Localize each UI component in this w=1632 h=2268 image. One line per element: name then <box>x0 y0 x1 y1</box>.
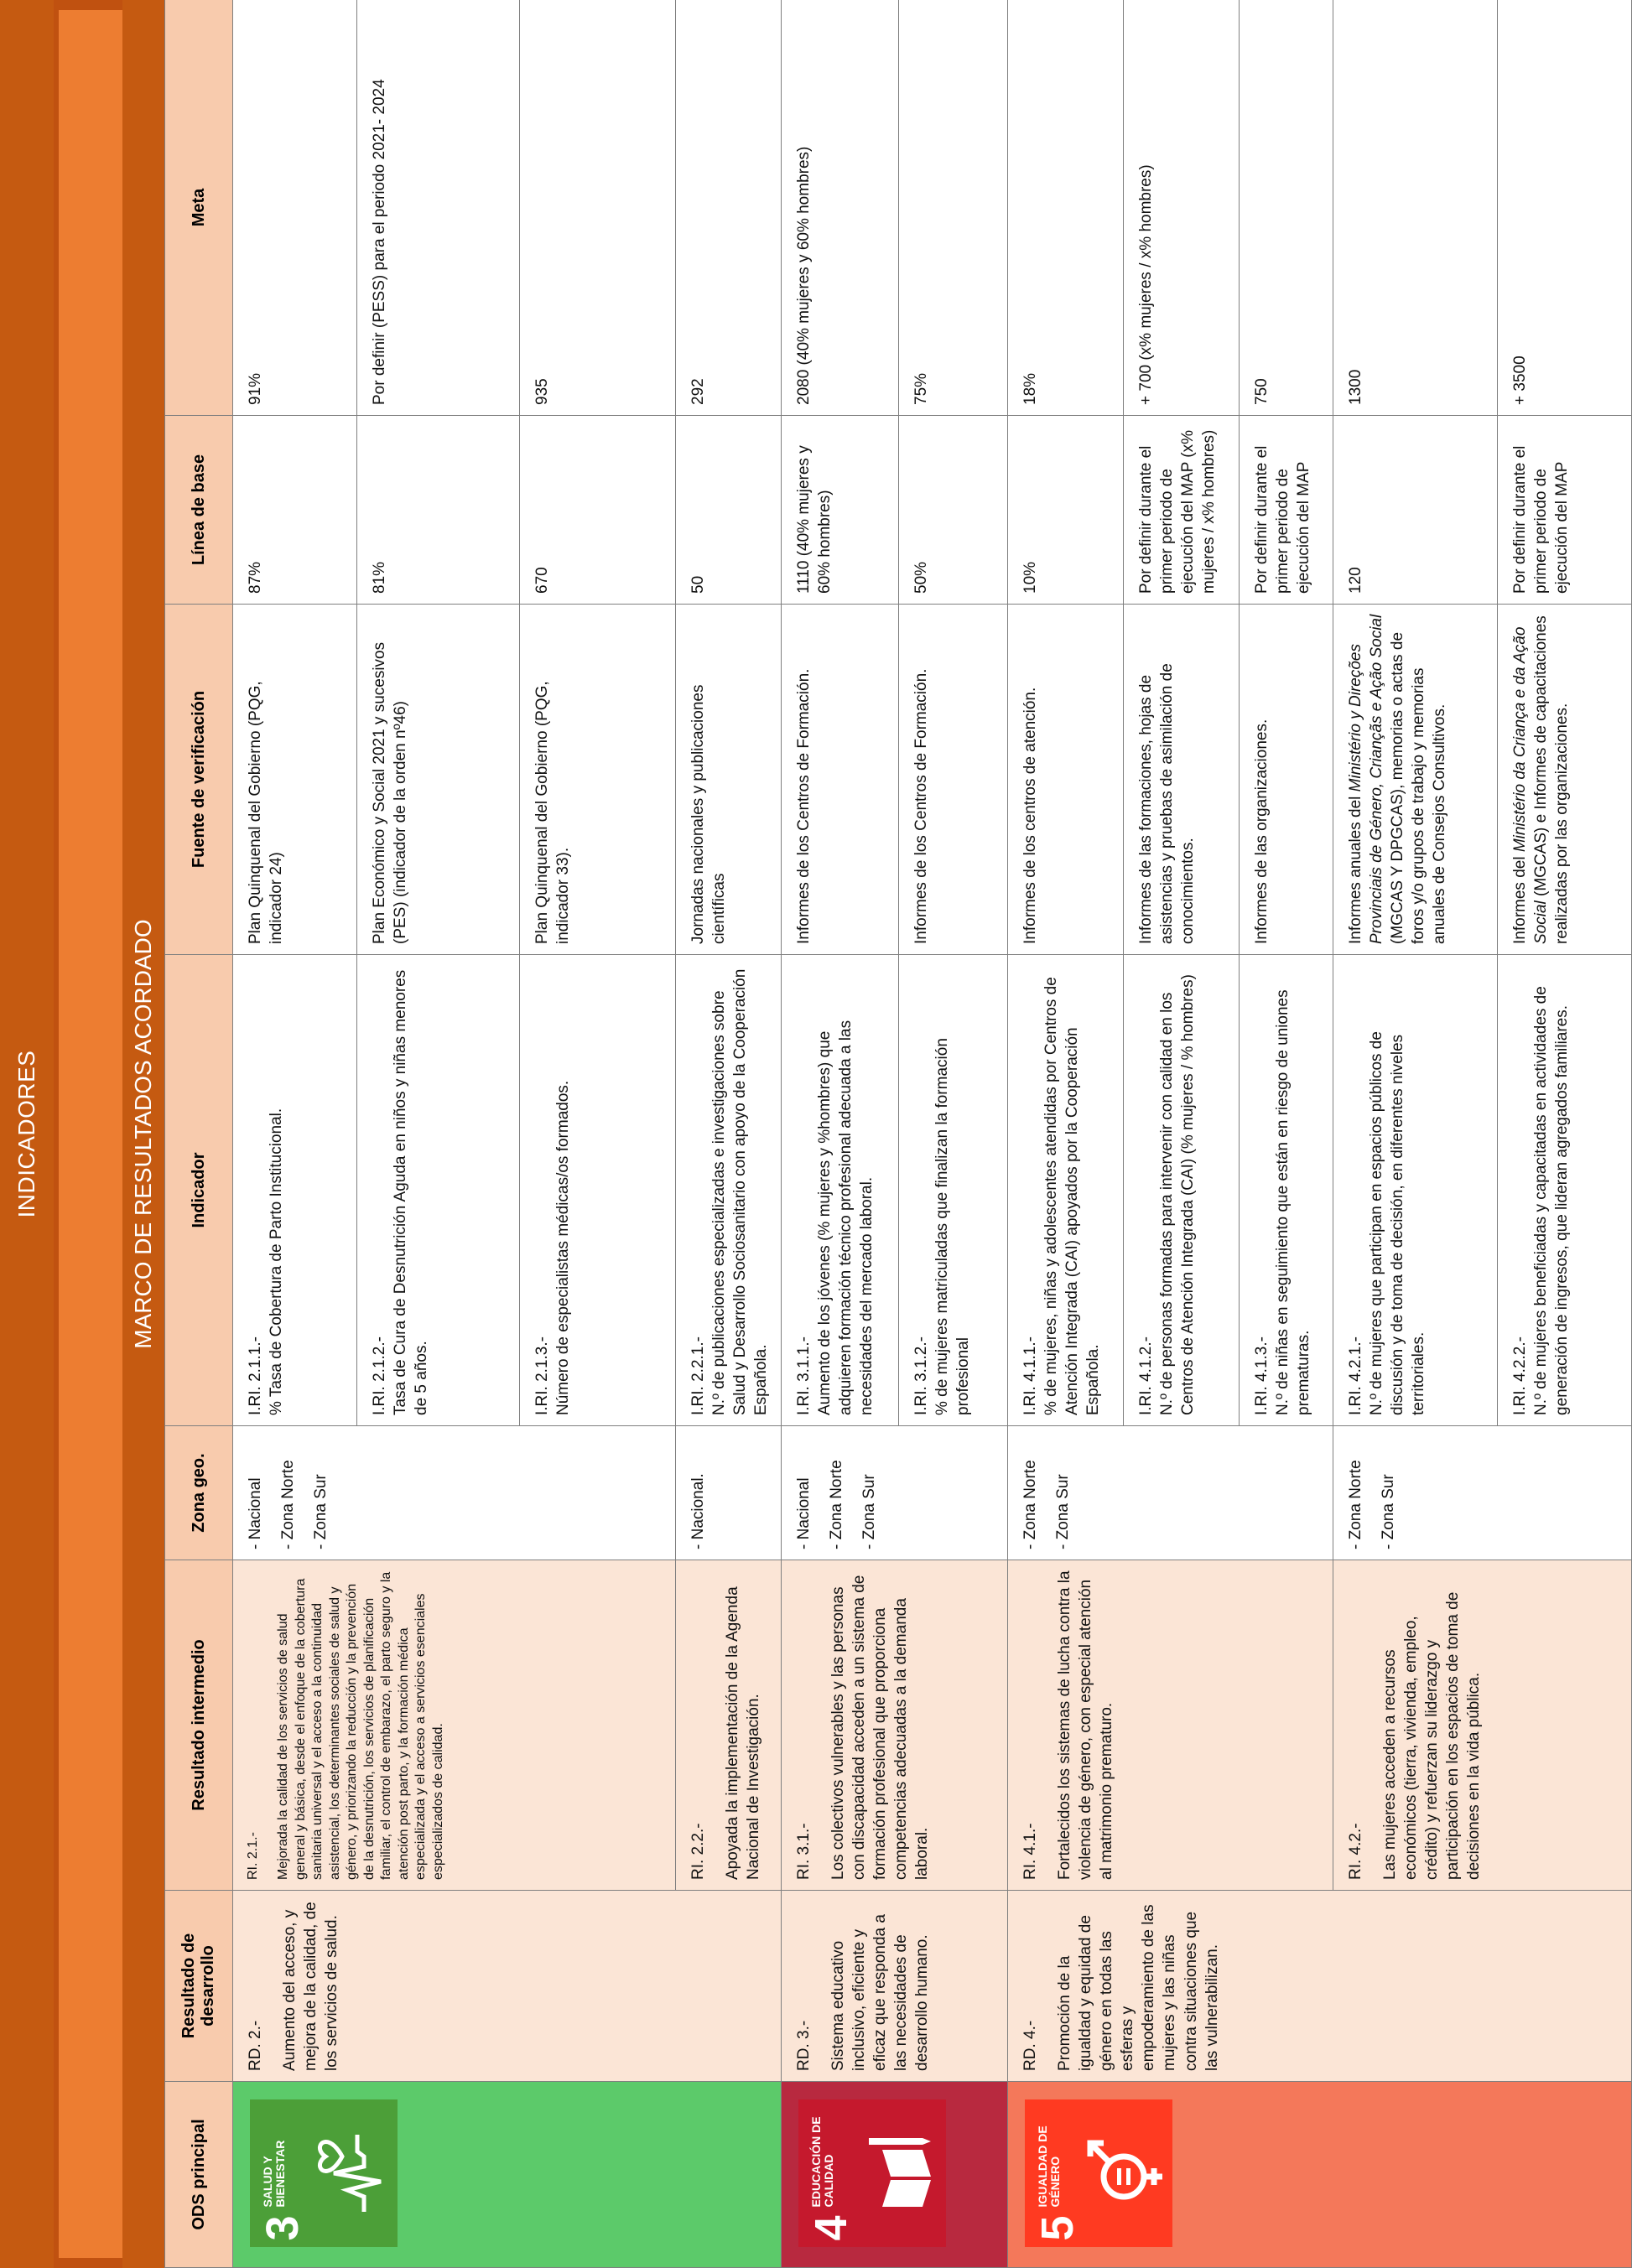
zona-2-1-cell: - Nacional - Zona Norte - Zona Sur <box>233 1426 676 1560</box>
base-cell: 81% <box>357 416 520 605</box>
meta-cell: Por definir (PESS) para el periodo 2021- 2024 <box>357 0 520 416</box>
base-cell: 670 <box>520 416 676 605</box>
zona-4-2-cell: - Zona Norte - Zona Sur <box>1333 1426 1632 1560</box>
fuente-cell: Plan Económico y Social 2021 y sucesivos (PES) (indicador de la orden nº46) <box>357 605 520 955</box>
meta-cell: 1300 <box>1333 0 1498 416</box>
orange-band <box>54 0 122 2268</box>
col-ri: Resultado intermedio <box>165 1560 233 1891</box>
base-cell: 10% <box>1008 416 1124 605</box>
fuente-cell: Plan Quinquenal del Gobierno (PQG, indicador 24) <box>233 605 357 955</box>
rd-2-cell: RD. 2.- Aumento del acceso, y mejora de la calidad, de los servicios de salud. <box>233 1891 782 2082</box>
indicador-cell: I.RI. 4.1.2.- N.º de personas formadas para intervenir con calidad en los Centros de Atención Integrada (CAI) (% mujeres / % hombres) <box>1124 955 1240 1426</box>
indicador-cell: I.RI. 4.2.2.- N.º de mujeres beneficiadas y capacitadas en actividades de generación de ingresos, que lideran agregados familiares. <box>1498 955 1632 1426</box>
base-cell: 50 <box>676 416 782 605</box>
gender-equality-icon <box>1084 2132 1164 2216</box>
col-zona: Zona geo. <box>165 1426 233 1560</box>
indicador-cell: I.RI. 2.1.3.- Número de especialistas médicas/os formados. <box>520 955 676 1426</box>
base-cell: Por definir durante el primer periodo de ejecución del MAP <box>1498 416 1632 605</box>
indicador-cell: I.RI. 4.1.1.- % de mujeres, niñas y adolescentes atendidas por Centros de Atención Integrada (CAI) apoyados por la Cooperación Española. <box>1008 955 1124 1426</box>
ods-3-cell <box>233 2082 782 2268</box>
ods-5-cell <box>1008 2082 1632 2268</box>
indicador-cell: I.RI. 3.1.2.- % de mujeres matriculadas que finalizan la formación profesional <box>899 955 1008 1426</box>
indicador-cell: I.RI. 3.1.1.- Aumento de los jóvenes (% mujeres y %hombres) que adquieren formación técnico profesional adecuada a las necesidades del mercado laboral. <box>782 955 899 1426</box>
zona-3-1-cell: - Nacional - Zona Norte - Zona Sur <box>782 1426 1008 1560</box>
zona-2-2-cell: - Nacional. <box>676 1426 782 1560</box>
base-cell: 1110 (40% mujeres y 60% hombres) <box>782 416 899 605</box>
table-row <box>233 0 357 2268</box>
meta-cell: + 3500 <box>1498 0 1632 416</box>
fuente-cell: Informes de los centros de atención. <box>1008 605 1124 955</box>
indicador-cell: I.RI. 2.1.1.- % Tasa de Cobertura de Parto Institucional. <box>233 955 357 1426</box>
results-table <box>164 0 1632 2268</box>
indicador-cell: I.RI. 4.1.3.- N.º de niñas en seguimiento que están en riesgo de uniones prematuras. <box>1240 955 1333 1426</box>
col-fuente: Fuente de verificación <box>165 605 233 955</box>
ri-2-1-cell: RI. 2.1.- Mejorada la calidad de los servicios de salud general y básica, desde el enfoque de la cobertura sanitaria universal y el acceso a la continuidad asistencial, los determinantes sociales de salud y género, y priorizando la reducción y la prevención de la desnutrición, los servicios de planificación familiar, el control de embarazo, el parto seguro y la atención post parto, y la formación médica especializada y el acceso a servicios esenciales especializados de calidad. <box>233 1560 676 1891</box>
ods-4-badge: 4 EDUCACIÓN DE CALIDAD <box>798 2100 946 2248</box>
fuente-cell: Informes de los Centros de Formación. <box>782 605 899 955</box>
book-pencil-icon <box>857 2132 938 2216</box>
base-cell: Por definir durante el primer periodo de ejecución del MAP <box>1240 416 1333 605</box>
ods-3-badge: 3 SALUD Y BIENESTAR <box>250 2100 398 2248</box>
ri-4-1-cell: RI. 4.1.- Fortalecidos los sistemas de lucha contra la violencia de género, con especial atención al matrimonio prematuro. <box>1008 1560 1333 1891</box>
ods-5-badge: 5 IGUALDAD DE GÉNERO <box>1025 2100 1172 2248</box>
rd-3-cell: RD. 3.- Sistema educativo inclusivo, eficiente y eficaz que responda a las necesidades de desarrollo humano. <box>782 1891 1008 2082</box>
meta-cell: 292 <box>676 0 782 416</box>
base-cell: Por definir durante el primer periodo de ejecución del MAP (x% mujeres / x% hombres) <box>1124 416 1240 605</box>
col-base: Línea de base <box>165 416 233 605</box>
table-row <box>782 0 899 2268</box>
fuente-cell: Jornadas nacionales y publicaciones científicas <box>676 605 782 955</box>
zona-4-1-cell: - Zona Norte - Zona Sur <box>1008 1426 1333 1560</box>
indicadores-header: INDICADORES <box>0 0 54 2268</box>
fuente-cell: Informes de las formaciones, hojas de asistencias y pruebas de asimilación de conocimientos. <box>1124 605 1240 955</box>
base-cell: 50% <box>899 416 1008 605</box>
indicador-cell: I.RI. 4.2.1.- N.º de mujeres que participan en espacios públicos de discusión y de toma de decisión, en diferentes niveles territoriales. <box>1333 955 1498 1426</box>
meta-cell: 2080 (40% mujeres y 60% hombres) <box>782 0 899 416</box>
base-cell: 87% <box>233 416 357 605</box>
meta-cell: 750 <box>1240 0 1333 416</box>
ri-3-1-cell: RI. 3.1.- Los colectivos vulnerables y las personas con discapacidad acceden a un sistema de formación profesional que proporciona competencias adecuadas a la demanda laboral. <box>782 1560 1008 1891</box>
rd-4-cell: RD. 4.- Promoción de la igualdad y equidad de género en todas las esferas y empoderamiento de las mujeres y las niñas contra situaciones que las vulnerabilizan. <box>1008 1891 1632 2082</box>
marco-title: MARCO DE RESULTADOS ACORDADO <box>130 919 156 1349</box>
meta-cell: 18% <box>1008 0 1124 416</box>
fuente-cell: Plan Quinquenal del Gobierno (PQG, indicador 33). <box>520 605 676 955</box>
ri-4-2-cell: RI. 4.2.- Las mujeres acceden a recursos económicos (tierra, vivienda, empleo, crédito) y refuerzan su liderazgo y participación en los espacios de toma de decisiones en la vida pública. <box>1333 1560 1632 1891</box>
indicador-cell: I.RI. 2.1.2.- Tasa de Cura de Desnutrición Aguda en niños y niñas menores de 5 años. <box>357 955 520 1426</box>
fuente-cell: Informes de los Centros de Formación. <box>899 605 1008 955</box>
table-row <box>1008 0 1124 2268</box>
marco-header <box>122 0 164 2268</box>
meta-cell: 75% <box>899 0 1008 416</box>
ri-2-2-cell: RI. 2.2.- Apoyada la implementación de la Agenda Nacional de Investigación. <box>676 1560 782 1891</box>
fuente-cell: Informes del Ministério da Criança e da Ação Social (MGCAS) e Informes de capacitaciones realizadas por las organizaciones. <box>1498 605 1632 955</box>
col-rd: Resultado de desarrollo <box>165 1891 233 2082</box>
table-header-row <box>165 0 233 2268</box>
fuente-cell: Informes de las organizaciones. <box>1240 605 1333 955</box>
indicador-cell: I.RI. 2.2.1.- N.º de publicaciones especializadas e investigaciones sobre Salud y Desarrollo Sociosanitario con apoyo de la Cooperación Española. <box>676 955 782 1426</box>
col-meta: Meta <box>165 0 233 416</box>
ods-4-cell <box>782 2082 1008 2268</box>
meta-cell: 935 <box>520 0 676 416</box>
fuente-cell: Informes anuales del Ministério y Direções Provinciais de Género, Criançãs e Ação Social (MGCAS Y DPGCAS), memorias o actas de foros y/o grupos de trabajo y memorias anuales de Consejos Consultivos. <box>1333 605 1498 955</box>
col-ods: ODS principal <box>165 2082 233 2268</box>
heartbeat-icon <box>309 2132 389 2216</box>
base-cell: 120 <box>1333 416 1498 605</box>
meta-cell: + 700 (x% mujeres / x% hombres) <box>1124 0 1240 416</box>
col-indicador: Indicador <box>165 955 233 1426</box>
meta-cell: 91% <box>233 0 357 416</box>
